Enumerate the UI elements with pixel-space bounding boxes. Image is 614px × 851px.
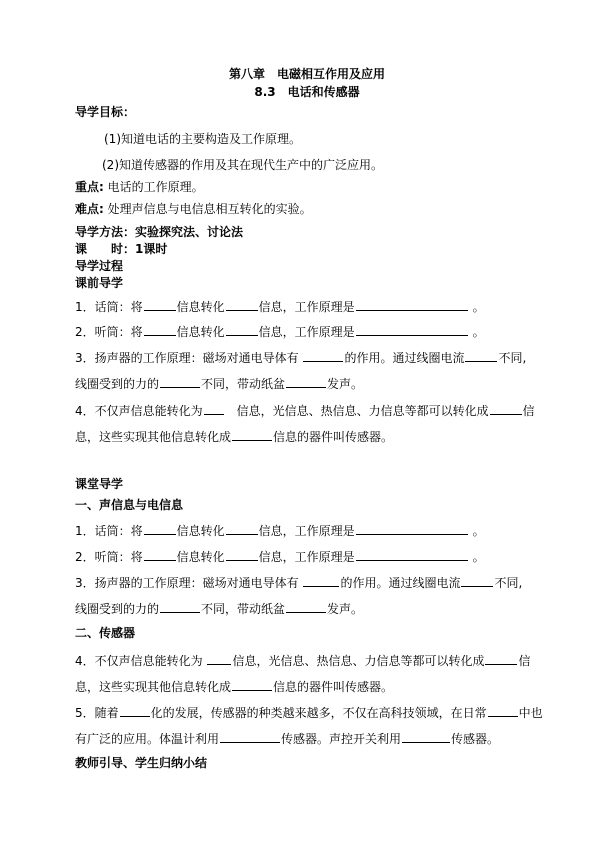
pre-question-1: [75, 298, 485, 314]
q-text: 。: [472, 300, 485, 314]
q-text: 3．扬声器的工作原理：磁场对通电导体有: [75, 351, 303, 365]
q-text: 不同，带动纸盆: [201, 377, 286, 391]
q-text: 中也: [518, 706, 543, 720]
class-question-2: [75, 548, 485, 564]
answer-blank[interactable]: [303, 349, 343, 362]
goal-item-1: (1)知道电话的主要构造及工作原理。: [104, 132, 301, 146]
q-text: 信息的器件叫传感器。: [273, 680, 394, 694]
q-text: 5．随着: [75, 706, 119, 720]
q-text: 1．话筒：将: [75, 524, 143, 538]
pre-question-3: [75, 349, 526, 365]
section-2-heading: 二、传感器: [75, 626, 136, 640]
q-text: 信息，光信息、热信息、力信息等都可以转化成: [232, 654, 485, 668]
class-question-3-cont: [75, 600, 363, 616]
answer-blank[interactable]: [488, 704, 518, 717]
pre-question-3-cont: [75, 375, 363, 391]
q-text: 化的发展，传感器的种类越来越多，不仅在高科技领域，在日常: [150, 706, 487, 720]
q-text: 。: [472, 524, 485, 538]
key-point: [75, 179, 204, 195]
q-text: 信: [522, 404, 535, 418]
section-1-heading: 一、声信息与电信息: [75, 498, 184, 512]
q-text: 。: [472, 550, 485, 564]
pre-question-2: [75, 323, 485, 339]
process-heading: 导学过程: [75, 259, 124, 273]
answer-blank[interactable]: [160, 375, 200, 388]
class-question-5-cont: [75, 730, 499, 746]
answer-blank[interactable]: [232, 678, 272, 691]
answer-blank[interactable]: [226, 548, 258, 561]
q-text: 的作用。通过线圈电流: [340, 576, 461, 590]
q-text: 信息，工作原理是: [258, 300, 355, 314]
difficulty-text: 处理声信息与电信息相互转化的实验。: [103, 202, 312, 216]
q-text: 信息，工作原理是: [258, 325, 355, 339]
answer-blank[interactable]: [144, 548, 176, 561]
answer-blank[interactable]: [356, 548, 468, 561]
answer-blank[interactable]: [144, 323, 176, 336]
q-text: 2．听筒：将: [75, 325, 143, 339]
pre-class-heading: 课前导学: [75, 276, 124, 290]
q-text: 发声。: [327, 377, 364, 391]
class-question-1: [75, 522, 485, 538]
q-text: 息，这些实现其他信息转化成: [75, 430, 232, 444]
answer-blank[interactable]: [226, 323, 258, 336]
answer-blank[interactable]: [465, 349, 497, 362]
key-point-text: 电话的工作原理。: [103, 180, 204, 194]
answer-blank[interactable]: [144, 298, 176, 311]
q-text: 1．话筒：将: [75, 300, 143, 314]
answer-blank[interactable]: [226, 298, 258, 311]
difficulty-label: 难点:: [75, 202, 104, 216]
q-text: 信息转化: [176, 325, 225, 339]
answer-blank[interactable]: [220, 730, 280, 743]
section-title: 8.3 电话和传感器: [254, 85, 360, 99]
q-text: 4．不仅声信息能转化为: [75, 654, 207, 668]
answer-blank[interactable]: [286, 375, 326, 388]
answer-blank[interactable]: [303, 574, 339, 587]
class-question-3: [75, 574, 522, 590]
q-text: 传感器。: [451, 732, 500, 746]
class-question-4-cont: [75, 678, 393, 694]
method-line: 导学方法：实验探究法、讨论法: [75, 225, 244, 239]
q-text: 有广泛的应用。体温计利用: [75, 732, 220, 746]
goal-item-2: (2)知道传感器的作用及其在现代生产中的广泛应用。: [102, 158, 384, 172]
q-text: 信息，工作原理是: [258, 524, 355, 538]
q-text: 不同，带动纸盆: [201, 602, 286, 616]
answer-blank[interactable]: [402, 730, 450, 743]
q-text: 2．听筒：将: [75, 550, 143, 564]
q-text: 的作用。通过线圈电流: [344, 351, 465, 365]
answer-blank[interactable]: [144, 522, 176, 535]
q-text: 4．不仅声信息能转化为: [75, 404, 203, 418]
answer-blank[interactable]: [120, 704, 150, 717]
answer-blank[interactable]: [485, 652, 517, 665]
q-text: 线圈受到的力的: [75, 602, 160, 616]
class-question-4: [75, 652, 530, 668]
q-text: 信息转化: [176, 300, 225, 314]
key-point-label: 重点:: [75, 180, 104, 194]
q-text: 不同,: [498, 351, 527, 365]
hours-line: 课 时：1课时: [75, 242, 168, 256]
answer-blank[interactable]: [226, 522, 258, 535]
q-text: 传感器。声控开关利用: [281, 732, 402, 746]
answer-blank[interactable]: [160, 600, 200, 613]
q-text: 息，这些实现其他信息转化成: [75, 680, 232, 694]
goals-heading: 导学目标：: [75, 105, 136, 119]
class-question-5: [75, 704, 543, 720]
answer-blank[interactable]: [356, 298, 468, 311]
answer-blank[interactable]: [286, 600, 326, 613]
q-text: 信: [518, 654, 531, 668]
q-text: 信息的器件叫传感器。: [273, 430, 394, 444]
summary-heading: 教师引导、学生归纳小结: [75, 756, 208, 770]
answer-blank[interactable]: [207, 652, 231, 665]
difficulty: [75, 201, 312, 217]
answer-blank[interactable]: [204, 402, 224, 415]
answer-blank[interactable]: [490, 402, 522, 415]
q-text: 不同,: [494, 576, 523, 590]
pre-question-4: [75, 402, 535, 418]
q-text: 信息转化: [176, 550, 225, 564]
answer-blank[interactable]: [356, 323, 468, 336]
q-text: 信息，工作原理是: [258, 550, 355, 564]
in-class-heading: 课堂导学: [75, 477, 124, 491]
q-text: 3．扬声器的工作原理：磁场对通电导体有: [75, 576, 303, 590]
chapter-title: 第八章 电磁相互作用及应用: [228, 67, 385, 81]
answer-blank[interactable]: [356, 522, 468, 535]
q-text: 。: [472, 325, 485, 339]
q-text: 信息，光信息、热信息、力信息等都可以转化成: [224, 404, 489, 418]
q-text: 信息转化: [176, 524, 225, 538]
q-text: 线圈受到的力的: [75, 377, 160, 391]
answer-blank[interactable]: [461, 574, 493, 587]
answer-blank[interactable]: [232, 428, 272, 441]
q-text: 发声。: [327, 602, 364, 616]
pre-question-4-cont: [75, 428, 393, 444]
